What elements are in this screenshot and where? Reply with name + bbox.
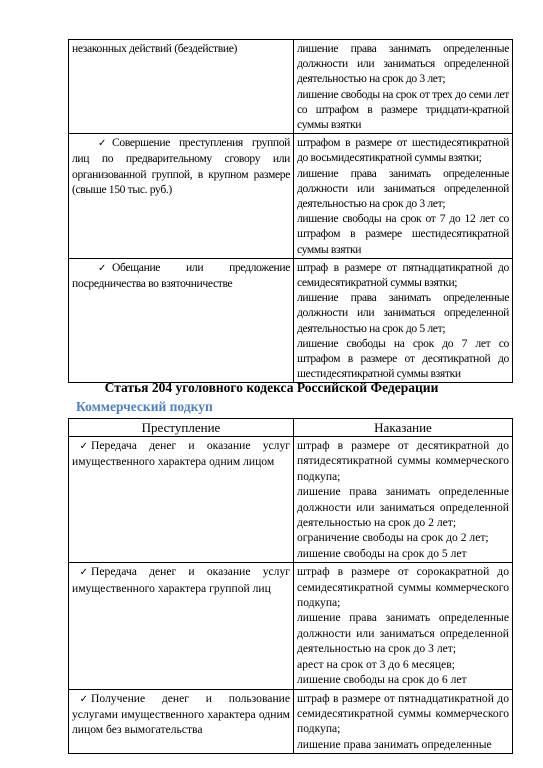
check-mark-icon: ✓ (79, 693, 88, 705)
table-row (69, 134, 513, 259)
punishment-item: лишение права занимать определенные должности или заниматься определенной деятельностью на срок до 3 лет; (297, 611, 509, 656)
punishment-item: штраф в размере от десятикратной до пятидесятикратной суммы коммерческого подкупа; (297, 439, 509, 483)
crime-text: Передача денег и оказание услуг имущественного характера группой лиц (72, 565, 290, 595)
crime-text: Получение денег и пользование услугами имущественного характера одним лицом без вымогательства (72, 691, 290, 737)
punishment-item: лишение права занимать определенные должности или заниматься определенной деятельностью на срок до 3 лет; (297, 166, 509, 211)
punishment-item: штрафом в размере от шестидесятикратной до восьмидесятикратной суммы взятки; (297, 136, 509, 165)
crime-cell (69, 563, 294, 689)
punishment-item: арест на срок от 3 до 6 месяцев; (297, 657, 455, 671)
article-title: Статья 204 уголовного кодекса Российской Федерации (104, 380, 439, 395)
punishment-item: лишение права занимать определенные должности или заниматься определенной деятельностью на срок до 3 лет; (297, 42, 509, 86)
crime-text: Передача денег и оказание услуг имущественного характера одним лицом (72, 439, 290, 469)
table-row (69, 563, 513, 689)
punishment-cell (294, 258, 513, 383)
table2-body (69, 437, 513, 754)
check-mark-icon: ✓ (97, 262, 106, 274)
punishment-item: лишение свободы на срок от трех до семи лет со штрафом в размере тридцати-кратной суммы взятки (297, 87, 509, 132)
punishment-item: лишение свободы на срок до 6 лет (297, 673, 467, 687)
punishment-item: лишение права занимать определенные должности или заниматься определенной деятельностью на срок до 2 лет; (297, 485, 509, 530)
crime-cell (69, 689, 294, 754)
punishment-item: лишение свободы на срок от 7 до 12 лет со штрафом в размере шестидесятикратной суммы взятки (297, 212, 509, 256)
punishment-cell (294, 689, 513, 754)
check-mark-icon: ✓ (79, 567, 88, 579)
bribery-punishment-table (68, 39, 513, 383)
check-mark-icon: ✓ (97, 138, 106, 150)
punishment-item: лишение свободы на срок до 5 лет (297, 546, 467, 560)
punishment-item: лишение свободы на срок до 7 лет со штрафом в размере от десятикратной до шестидесятикратной суммы взятки (297, 336, 509, 381)
punishment-cell (294, 563, 513, 689)
punishment-item: лишение права занимать определенные (297, 737, 492, 751)
table-header-row (69, 419, 513, 437)
check-mark-icon: ✓ (79, 441, 88, 452)
punishment-item: лишение права занимать определенные должности или заниматься определенной деятельностью на срок до 5 лет; (297, 291, 509, 335)
punishment-item: штраф в размере от пятнадцатикратной до семидесятикратной суммы взятки; (297, 260, 509, 290)
section-title: Коммерческий подкуп (76, 399, 213, 414)
punishment-item: штраф в размере от сорокакратной до семидесятикратной суммы коммерческого подкупа; (297, 565, 509, 610)
crime-text: Совершение преступления группой лиц по предварительному сговору или организованной группой, в крупном размере (свыше 150 тыс. руб.) (72, 136, 290, 196)
crime-text: Обещание или предложение посредничества во взяточничестве (72, 260, 290, 291)
crime-cell (69, 134, 294, 259)
table-row (69, 258, 513, 383)
table-row (69, 40, 513, 134)
crime-cell (69, 258, 294, 383)
punishment-cell (294, 437, 513, 563)
header-punishment: Наказание (294, 419, 513, 437)
crime-cell (69, 437, 294, 563)
table-row (69, 689, 513, 754)
crime-text: незаконных действий (бездействие) (72, 42, 238, 55)
punishment-cell (294, 134, 513, 259)
punishment-cell (294, 40, 513, 134)
crime-cell (69, 40, 294, 134)
table-row (69, 437, 513, 563)
punishment-item: ограничение свободы на срок до 2 лет; (297, 531, 489, 545)
punishment-item: штраф в размере от пятнадцатикратной до семидесятикратной суммы коммерческого подкупа; (297, 691, 509, 736)
header-crime: Преступление (69, 419, 294, 437)
table1-body (69, 40, 513, 383)
commercial-bribery-table (68, 418, 513, 754)
